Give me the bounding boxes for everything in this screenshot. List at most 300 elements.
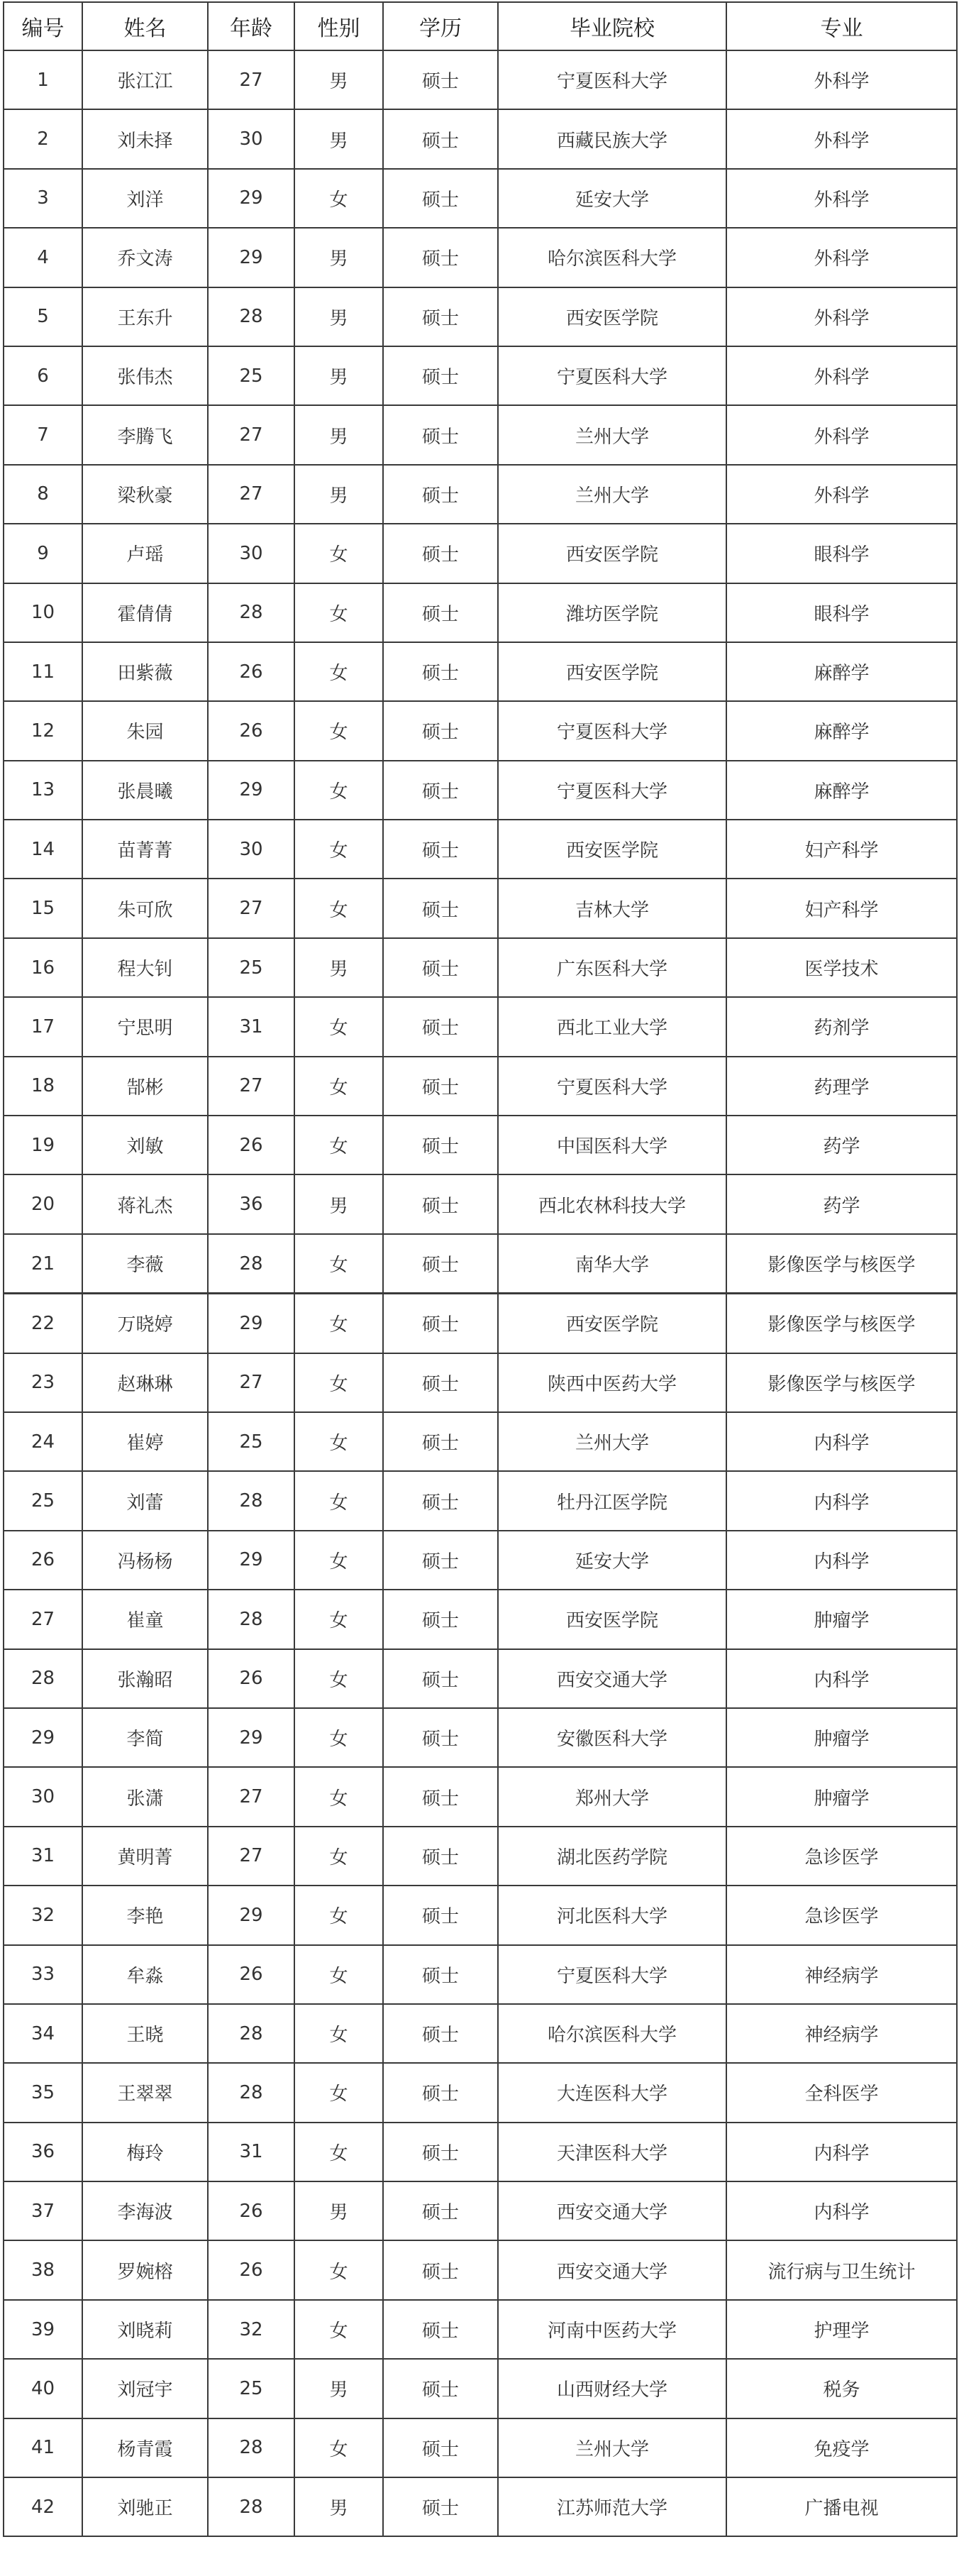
- cell-name: 王东升: [82, 287, 208, 346]
- cell-school: 西安交通大学: [498, 2240, 726, 2299]
- cell-major: 急诊医学: [726, 1886, 957, 1944]
- cell-major: 肿瘤学: [726, 1708, 957, 1767]
- cell-school: 西安医学院: [498, 642, 726, 701]
- cell-name: 赵琳琳: [82, 1353, 208, 1412]
- cell-school: 吉林大学: [498, 879, 726, 937]
- cell-school: 宁夏医科大学: [498, 1057, 726, 1116]
- cell-age: 29: [208, 1708, 294, 1767]
- cell-number: 19: [4, 1116, 82, 1174]
- table-row: [4, 1827, 957, 1886]
- cell-degree: 硕士: [383, 2240, 498, 2299]
- cell-gender: 女: [294, 2063, 383, 2122]
- table-row: [4, 1116, 957, 1174]
- cell-degree: 硕士: [383, 405, 498, 464]
- cell-gender: 女: [294, 1353, 383, 1412]
- cell-school: 湖北医药学院: [498, 1827, 726, 1886]
- cell-number: 3: [4, 169, 82, 228]
- cell-school: 山西财经大学: [498, 2359, 726, 2418]
- table-row: [4, 228, 957, 287]
- cell-name: 梅玲: [82, 2123, 208, 2181]
- cell-age: 26: [208, 2181, 294, 2240]
- cell-school: 西安交通大学: [498, 1649, 726, 1708]
- header-cell-major: 专业: [726, 2, 957, 50]
- cell-major: 麻醉学: [726, 761, 957, 820]
- cell-major: 肿瘤学: [726, 1590, 957, 1648]
- cell-degree: 硕士: [383, 997, 498, 1056]
- cell-age: 28: [208, 287, 294, 346]
- cell-major: 内科学: [726, 1471, 957, 1530]
- cell-degree: 硕士: [383, 1116, 498, 1174]
- cell-name: 杨青霞: [82, 2418, 208, 2477]
- table-row: [4, 1234, 957, 1294]
- cell-major: 医学技术: [726, 938, 957, 997]
- table-row: [4, 2359, 957, 2418]
- cell-name: 郜彬: [82, 1057, 208, 1116]
- cell-gender: 女: [294, 524, 383, 583]
- cell-major: 内科学: [726, 1649, 957, 1708]
- cell-major: 妇产科学: [726, 879, 957, 937]
- cell-age: 30: [208, 109, 294, 168]
- cell-name: 霍倩倩: [82, 583, 208, 642]
- cell-age: 27: [208, 879, 294, 937]
- header-cell-gender: 性别: [294, 2, 383, 50]
- cell-gender: 女: [294, 1590, 383, 1648]
- cell-major: 影像医学与核医学: [726, 1353, 957, 1412]
- cell-gender: 男: [294, 228, 383, 287]
- table-row: [4, 169, 957, 228]
- cell-school: 广东医科大学: [498, 938, 726, 997]
- table-row: [4, 1649, 957, 1708]
- cell-number: 1: [4, 50, 82, 109]
- cell-major: 神经病学: [726, 1945, 957, 2004]
- cell-major: 广播电视: [726, 2477, 957, 2536]
- cell-name: 李腾飞: [82, 405, 208, 464]
- cell-gender: 男: [294, 465, 383, 524]
- cell-major: 内科学: [726, 2123, 957, 2181]
- cell-degree: 硕士: [383, 1708, 498, 1767]
- cell-number: 28: [4, 1649, 82, 1708]
- cell-number: 24: [4, 1412, 82, 1471]
- cell-number: 20: [4, 1174, 82, 1233]
- cell-major: 税务: [726, 2359, 957, 2418]
- table-row: [4, 2063, 957, 2122]
- cell-school: 宁夏医科大学: [498, 50, 726, 109]
- cell-age: 30: [208, 820, 294, 879]
- cell-major: 外科学: [726, 405, 957, 464]
- cell-age: 25: [208, 938, 294, 997]
- cell-school: 天津医科大学: [498, 2123, 726, 2181]
- table-row: [4, 938, 957, 997]
- cell-gender: 男: [294, 287, 383, 346]
- cell-name: 乔文涛: [82, 228, 208, 287]
- cell-school: 西北农林科技大学: [498, 1174, 726, 1233]
- table-row: [4, 1412, 957, 1471]
- cell-name: 梁秋豪: [82, 465, 208, 524]
- table-row: [4, 524, 957, 583]
- cell-school: 江苏师范大学: [498, 2477, 726, 2536]
- table-header: [4, 2, 957, 50]
- cell-major: 内科学: [726, 2181, 957, 2240]
- cell-age: 28: [208, 583, 294, 642]
- cell-degree: 硕士: [383, 1767, 498, 1826]
- cell-gender: 女: [294, 642, 383, 701]
- cell-degree: 硕士: [383, 524, 498, 583]
- table-row: [4, 2418, 957, 2477]
- cell-gender: 女: [294, 1827, 383, 1886]
- cell-major: 内科学: [726, 1531, 957, 1590]
- cell-age: 29: [208, 228, 294, 287]
- cell-age: 26: [208, 2240, 294, 2299]
- cell-age: 25: [208, 346, 294, 405]
- cell-major: 麻醉学: [726, 701, 957, 760]
- cell-name: 刘未择: [82, 109, 208, 168]
- table-row: [4, 1708, 957, 1767]
- cell-gender: 女: [294, 1116, 383, 1174]
- cell-number: 9: [4, 524, 82, 583]
- cell-school: 西安交通大学: [498, 2181, 726, 2240]
- cell-name: 崔童: [82, 1590, 208, 1648]
- cell-name: 张潇: [82, 1767, 208, 1826]
- table-row: [4, 2123, 957, 2181]
- cell-number: 23: [4, 1353, 82, 1412]
- cell-gender: 女: [294, 2418, 383, 2477]
- cell-number: 11: [4, 642, 82, 701]
- cell-name: 李海波: [82, 2181, 208, 2240]
- table-row: [4, 1353, 957, 1412]
- cell-age: 28: [208, 2004, 294, 2063]
- table-row: [4, 287, 957, 346]
- cell-age: 29: [208, 1531, 294, 1590]
- cell-name: 苗菁菁: [82, 820, 208, 879]
- cell-gender: 男: [294, 405, 383, 464]
- cell-age: 25: [208, 2359, 294, 2418]
- cell-name: 崔婷: [82, 1412, 208, 1471]
- cell-age: 27: [208, 50, 294, 109]
- cell-gender: 男: [294, 50, 383, 109]
- cell-number: 34: [4, 2004, 82, 2063]
- cell-school: 兰州大学: [498, 1412, 726, 1471]
- cell-major: 药学: [726, 1174, 957, 1233]
- cell-number: 39: [4, 2300, 82, 2359]
- table-row: [4, 2477, 957, 2536]
- cell-number: 21: [4, 1234, 82, 1294]
- cell-name: 李艳: [82, 1886, 208, 1944]
- cell-school: 牡丹江医学院: [498, 1471, 726, 1530]
- cell-major: 外科学: [726, 287, 957, 346]
- cell-school: 潍坊医学院: [498, 583, 726, 642]
- cell-school: 大连医科大学: [498, 2063, 726, 2122]
- table-row: [4, 1471, 957, 1530]
- cell-degree: 硕士: [383, 820, 498, 879]
- cell-number: 27: [4, 1590, 82, 1648]
- cell-school: 宁夏医科大学: [498, 761, 726, 820]
- cell-gender: 女: [294, 1234, 383, 1294]
- cell-degree: 硕士: [383, 1945, 498, 2004]
- cell-name: 刘洋: [82, 169, 208, 228]
- cell-number: 41: [4, 2418, 82, 2477]
- cell-school: 中国医科大学: [498, 1116, 726, 1174]
- cell-age: 27: [208, 405, 294, 464]
- cell-gender: 女: [294, 1649, 383, 1708]
- cell-degree: 硕士: [383, 2359, 498, 2418]
- cell-name: 朱可欣: [82, 879, 208, 937]
- cell-age: 29: [208, 1886, 294, 1944]
- cell-gender: 女: [294, 2240, 383, 2299]
- cell-number: 8: [4, 465, 82, 524]
- cell-name: 张晨曦: [82, 761, 208, 820]
- cell-degree: 硕士: [383, 2123, 498, 2181]
- table-row: [4, 1767, 957, 1826]
- cell-name: 朱园: [82, 701, 208, 760]
- cell-age: 27: [208, 1827, 294, 1886]
- cell-gender: 女: [294, 1708, 383, 1767]
- cell-number: 18: [4, 1057, 82, 1116]
- cell-gender: 男: [294, 2359, 383, 2418]
- cell-school: 西安医学院: [498, 1590, 726, 1648]
- cell-age: 28: [208, 2063, 294, 2122]
- cell-gender: 女: [294, 1886, 383, 1944]
- cell-major: 药剂学: [726, 997, 957, 1056]
- cell-degree: 硕士: [383, 1471, 498, 1530]
- table-row: [4, 346, 957, 405]
- cell-gender: 男: [294, 1174, 383, 1233]
- cell-age: 26: [208, 1945, 294, 2004]
- cell-degree: 硕士: [383, 2418, 498, 2477]
- cell-degree: 硕士: [383, 1234, 498, 1294]
- cell-age: 31: [208, 997, 294, 1056]
- cell-degree: 硕士: [383, 2004, 498, 2063]
- cell-school: 延安大学: [498, 169, 726, 228]
- cell-gender: 女: [294, 1471, 383, 1530]
- cell-major: 肿瘤学: [726, 1767, 957, 1826]
- cell-name: 刘蕾: [82, 1471, 208, 1530]
- cell-major: 外科学: [726, 109, 957, 168]
- cell-degree: 硕士: [383, 169, 498, 228]
- cell-gender: 女: [294, 761, 383, 820]
- cell-number: 6: [4, 346, 82, 405]
- table-body: [4, 50, 957, 2536]
- cell-number: 5: [4, 287, 82, 346]
- cell-name: 王翠翠: [82, 2063, 208, 2122]
- cell-school: 西安医学院: [498, 287, 726, 346]
- cell-name: 罗婉榕: [82, 2240, 208, 2299]
- cell-number: 2: [4, 109, 82, 168]
- cell-degree: 硕士: [383, 1649, 498, 1708]
- cell-gender: 男: [294, 109, 383, 168]
- cell-school: 延安大学: [498, 1531, 726, 1590]
- candidate-table: [3, 1, 958, 2537]
- table-row: [4, 642, 957, 701]
- cell-major: 全科医学: [726, 2063, 957, 2122]
- cell-school: 宁夏医科大学: [498, 1945, 726, 2004]
- cell-school: 安徽医科大学: [498, 1708, 726, 1767]
- cell-age: 27: [208, 465, 294, 524]
- cell-major: 妇产科学: [726, 820, 957, 879]
- table-row: [4, 2300, 957, 2359]
- cell-gender: 男: [294, 2477, 383, 2536]
- cell-school: 南华大学: [498, 1234, 726, 1294]
- cell-number: 33: [4, 1945, 82, 2004]
- table-row: [4, 761, 957, 820]
- cell-school: 西北工业大学: [498, 997, 726, 1056]
- cell-number: 14: [4, 820, 82, 879]
- cell-degree: 硕士: [383, 1353, 498, 1412]
- cell-school: 兰州大学: [498, 2418, 726, 2477]
- cell-school: 西安医学院: [498, 820, 726, 879]
- cell-number: 7: [4, 405, 82, 464]
- cell-name: 刘冠宇: [82, 2359, 208, 2418]
- cell-major: 神经病学: [726, 2004, 957, 2063]
- cell-degree: 硕士: [383, 879, 498, 937]
- cell-age: 29: [208, 761, 294, 820]
- cell-gender: 女: [294, 169, 383, 228]
- table-row: [4, 1886, 957, 1944]
- cell-age: 27: [208, 1353, 294, 1412]
- cell-name: 卢瑶: [82, 524, 208, 583]
- cell-major: 外科学: [726, 50, 957, 109]
- cell-number: 10: [4, 583, 82, 642]
- cell-gender: 女: [294, 997, 383, 1056]
- cell-age: 28: [208, 1590, 294, 1648]
- table-row: [4, 1174, 957, 1233]
- cell-number: 16: [4, 938, 82, 997]
- cell-number: 25: [4, 1471, 82, 1530]
- table-row: [4, 583, 957, 642]
- cell-school: 西藏民族大学: [498, 109, 726, 168]
- cell-number: 12: [4, 701, 82, 760]
- header-cell-age: 年龄: [208, 2, 294, 50]
- cell-number: 15: [4, 879, 82, 937]
- cell-major: 外科学: [726, 465, 957, 524]
- cell-age: 29: [208, 169, 294, 228]
- cell-gender: 男: [294, 938, 383, 997]
- cell-gender: 女: [294, 701, 383, 760]
- cell-number: 36: [4, 2123, 82, 2181]
- cell-number: 13: [4, 761, 82, 820]
- cell-name: 冯杨杨: [82, 1531, 208, 1590]
- cell-major: 影像医学与核医学: [726, 1234, 957, 1294]
- table-row: [4, 2004, 957, 2063]
- cell-degree: 硕士: [383, 2477, 498, 2536]
- cell-age: 26: [208, 1116, 294, 1174]
- cell-age: 31: [208, 2123, 294, 2181]
- header-row: [4, 2, 957, 50]
- cell-gender: 女: [294, 879, 383, 937]
- cell-gender: 女: [294, 2004, 383, 2063]
- cell-gender: 女: [294, 2123, 383, 2181]
- cell-degree: 硕士: [383, 1886, 498, 1944]
- cell-degree: 硕士: [383, 1174, 498, 1233]
- cell-name: 李简: [82, 1708, 208, 1767]
- cell-degree: 硕士: [383, 642, 498, 701]
- cell-number: 31: [4, 1827, 82, 1886]
- cell-degree: 硕士: [383, 1057, 498, 1116]
- table-row: [4, 997, 957, 1056]
- cell-age: 36: [208, 1174, 294, 1233]
- cell-degree: 硕士: [383, 1294, 498, 1353]
- table-row: [4, 1057, 957, 1116]
- cell-name: 蒋礼杰: [82, 1174, 208, 1233]
- cell-gender: 女: [294, 1767, 383, 1826]
- header-cell-school: 毕业院校: [498, 2, 726, 50]
- cell-name: 刘晓莉: [82, 2300, 208, 2359]
- cell-name: 李薇: [82, 1234, 208, 1294]
- cell-school: 兰州大学: [498, 465, 726, 524]
- cell-name: 张瀚昭: [82, 1649, 208, 1708]
- cell-degree: 硕士: [383, 938, 498, 997]
- cell-age: 26: [208, 701, 294, 760]
- cell-degree: 硕士: [383, 2300, 498, 2359]
- cell-degree: 硕士: [383, 1827, 498, 1886]
- table-row: [4, 1945, 957, 2004]
- table-row: [4, 405, 957, 464]
- table-row: [4, 820, 957, 879]
- cell-gender: 女: [294, 1294, 383, 1353]
- cell-number: 37: [4, 2181, 82, 2240]
- table-row: [4, 1531, 957, 1590]
- cell-gender: 女: [294, 1057, 383, 1116]
- table-row: [4, 2240, 957, 2299]
- cell-number: 30: [4, 1767, 82, 1826]
- cell-name: 张江江: [82, 50, 208, 109]
- cell-degree: 硕士: [383, 1531, 498, 1590]
- cell-gender: 女: [294, 1945, 383, 2004]
- cell-school: 宁夏医科大学: [498, 701, 726, 760]
- cell-school: 哈尔滨医科大学: [498, 2004, 726, 2063]
- cell-major: 外科学: [726, 228, 957, 287]
- cell-school: 河南中医药大学: [498, 2300, 726, 2359]
- cell-age: 29: [208, 1294, 294, 1353]
- cell-name: 张伟杰: [82, 346, 208, 405]
- cell-major: 外科学: [726, 169, 957, 228]
- cell-age: 27: [208, 1057, 294, 1116]
- cell-age: 28: [208, 2418, 294, 2477]
- cell-school: 河北医科大学: [498, 1886, 726, 1944]
- cell-number: 4: [4, 228, 82, 287]
- cell-major: 外科学: [726, 346, 957, 405]
- cell-number: 22: [4, 1294, 82, 1353]
- cell-number: 40: [4, 2359, 82, 2418]
- cell-degree: 硕士: [383, 761, 498, 820]
- cell-name: 宁思明: [82, 997, 208, 1056]
- cell-gender: 男: [294, 2181, 383, 2240]
- cell-major: 药学: [726, 1116, 957, 1174]
- cell-number: 38: [4, 2240, 82, 2299]
- cell-age: 30: [208, 524, 294, 583]
- cell-school: 郑州大学: [498, 1767, 726, 1826]
- cell-number: 26: [4, 1531, 82, 1590]
- cell-name: 牟淼: [82, 1945, 208, 2004]
- cell-major: 眼科学: [726, 583, 957, 642]
- cell-age: 28: [208, 1234, 294, 1294]
- cell-name: 王晓: [82, 2004, 208, 2063]
- cell-gender: 女: [294, 583, 383, 642]
- cell-number: 29: [4, 1708, 82, 1767]
- cell-age: 27: [208, 1767, 294, 1826]
- cell-age: 26: [208, 642, 294, 701]
- header-cell-degree: 学历: [383, 2, 498, 50]
- cell-major: 麻醉学: [726, 642, 957, 701]
- cell-age: 28: [208, 2477, 294, 2536]
- cell-major: 药理学: [726, 1057, 957, 1116]
- cell-gender: 女: [294, 1531, 383, 1590]
- cell-gender: 男: [294, 346, 383, 405]
- cell-age: 28: [208, 1471, 294, 1530]
- table-row: [4, 1590, 957, 1648]
- cell-degree: 硕士: [383, 1412, 498, 1471]
- cell-name: 万晓婷: [82, 1294, 208, 1353]
- cell-number: 17: [4, 997, 82, 1056]
